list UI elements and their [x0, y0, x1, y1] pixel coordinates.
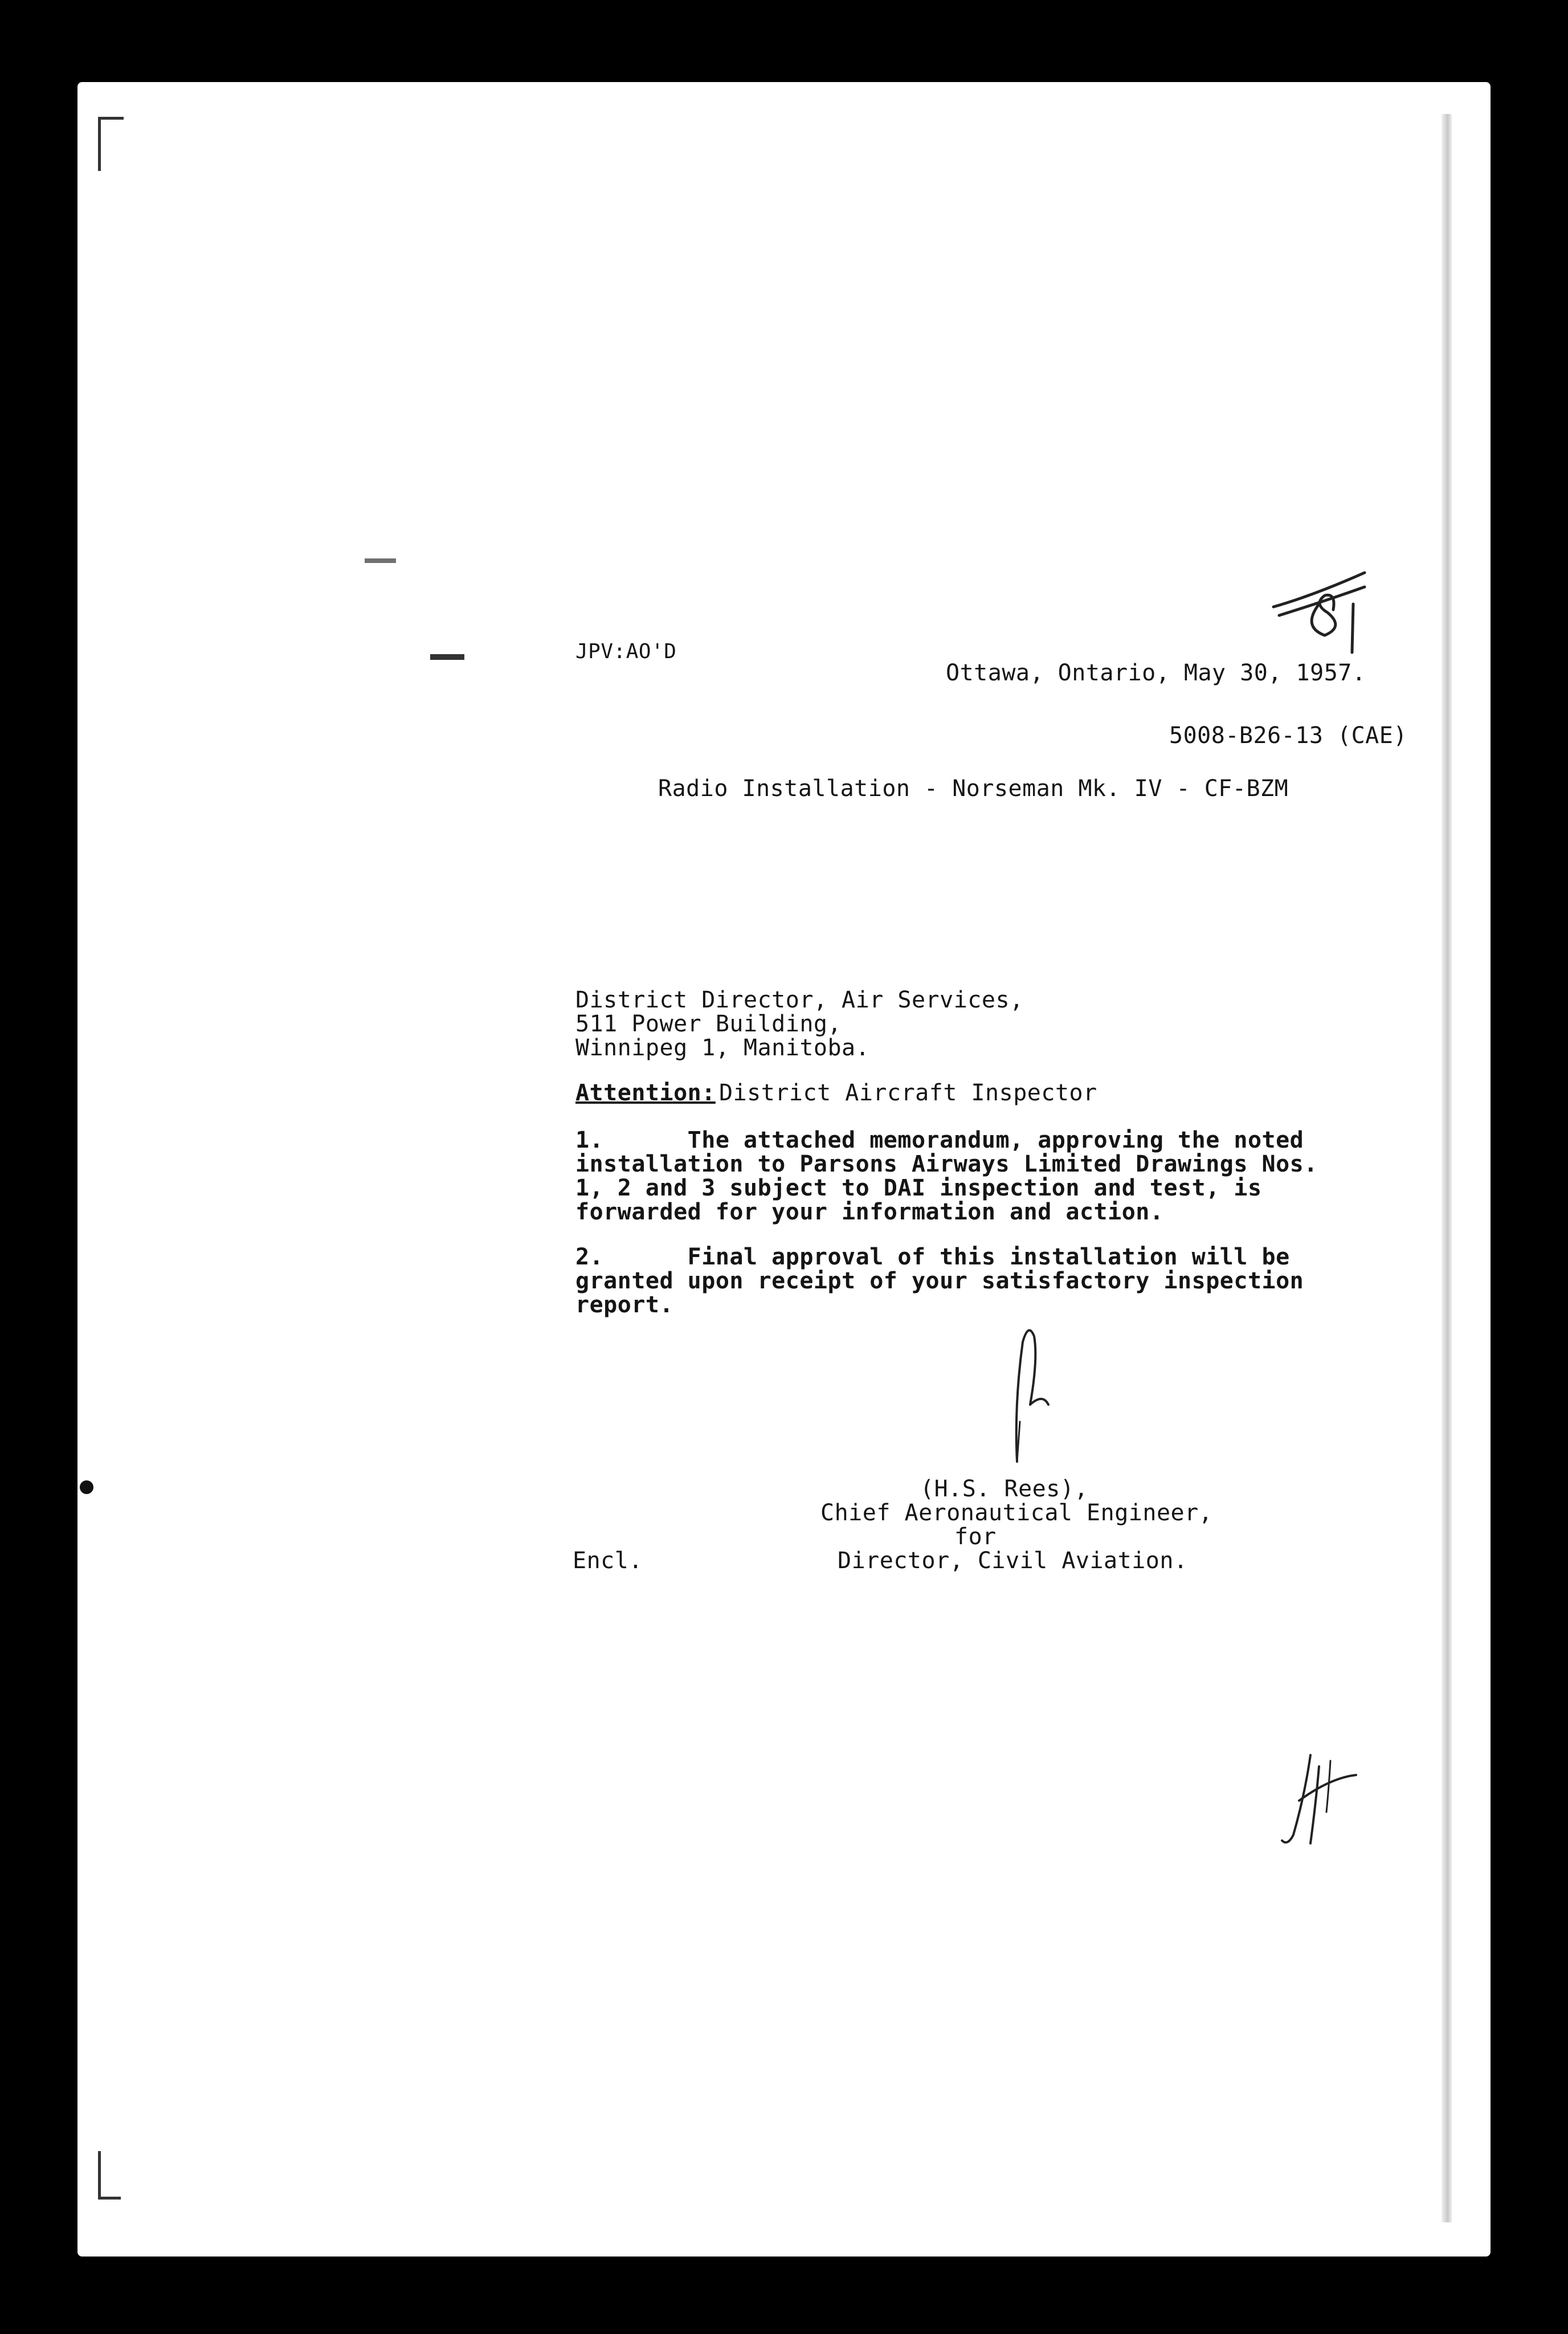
- paragraph-line: 2. Final approval of this installation will be: [575, 1244, 1290, 1270]
- signatory-title: Chief Aeronautical Engineer,: [820, 1500, 1213, 1526]
- handwritten-initials: [1276, 1744, 1362, 1852]
- date-line: Ottawa, Ontario, May 30, 1957.: [946, 660, 1366, 686]
- attention-value: District Aircraft Inspector: [719, 1080, 1097, 1106]
- file-number: 5008-B26-13 (CAE): [1169, 723, 1407, 749]
- corner-mark-bottom-left: [98, 2197, 121, 2200]
- paragraph-line: forwarded for your information and action.: [575, 1199, 1164, 1225]
- corner-mark-bottom-left: [98, 2151, 101, 2200]
- signatory-for: for: [954, 1524, 997, 1550]
- address-block: [575, 987, 1024, 1084]
- address-line: District Director, Air Services,: [575, 987, 1024, 1013]
- paragraph-line: granted upon receipt of your satisfactory inspection: [575, 1268, 1304, 1294]
- page-edge-shadow: [1442, 114, 1452, 2222]
- enclosure-note: Encl.: [573, 1548, 643, 1574]
- paragraph-line: 1. The attached memorandum, approving the noted: [575, 1127, 1304, 1153]
- reference-initials: JPV:AO'D: [575, 640, 677, 663]
- paragraph-1: [575, 1127, 1318, 1248]
- paragraph-2: [575, 1244, 1304, 1341]
- paragraph-line: report.: [575, 1292, 674, 1318]
- signatory-name: (H.S. Rees),: [920, 1476, 1088, 1502]
- signature-block: [820, 1476, 1213, 1597]
- corner-mark-top-left: [98, 117, 101, 171]
- paragraph-line: installation to Parsons Airways Limited Drawings Nos.: [575, 1151, 1318, 1177]
- subject-line: Radio Installation - Norseman Mk. IV - CF-BZM: [658, 776, 1289, 802]
- address-line: 511 Power Building,: [575, 1011, 842, 1037]
- attention-label: Attention:: [575, 1080, 716, 1106]
- handwritten-file-number: [1262, 564, 1376, 661]
- corner-mark-top-left: [98, 117, 124, 120]
- punch-mark: [430, 654, 464, 660]
- address-line: Winnipeg 1, Manitoba.: [575, 1035, 870, 1061]
- handwritten-signature: [1003, 1319, 1071, 1467]
- signatory-office: Director, Civil Aviation.: [838, 1548, 1188, 1574]
- binding-hole: [80, 1480, 93, 1494]
- paragraph-line: 1, 2 and 3 subject to DAI inspection and test, is: [575, 1175, 1262, 1201]
- punch-mark: [365, 558, 396, 563]
